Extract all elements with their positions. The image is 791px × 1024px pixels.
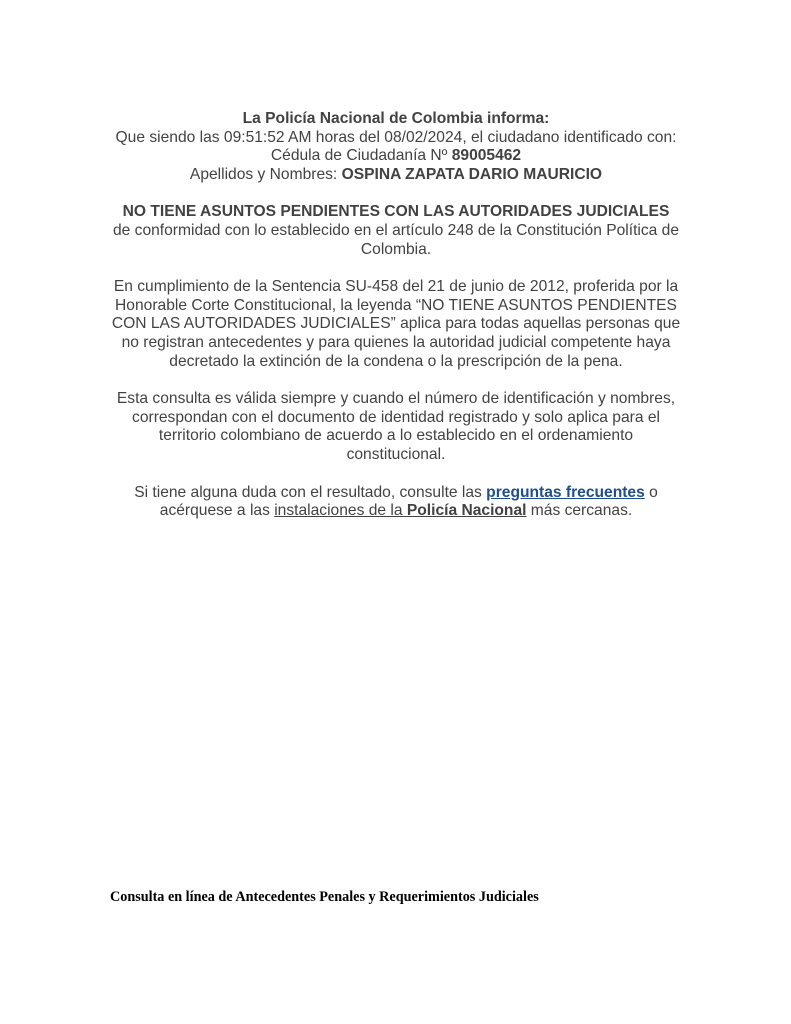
consult-intro-text: Que siendo las — [115, 128, 224, 146]
result-block — [108, 203, 684, 259]
consult-time: 09:51:52 AM — [223, 128, 312, 146]
faq-link[interactable]: preguntas frecuentes — [486, 483, 645, 501]
facilities-link[interactable]: instalaciones de la — [274, 502, 407, 520]
result-basis: de conformidad con lo establecido en el artículo 248 de la Constitución Política de Colombia. — [112, 221, 680, 258]
id-label: Cédula de Ciudadanía Nº — [270, 147, 452, 165]
certificate-title: La Policía Nacional de Colombia informa: — [242, 110, 550, 127]
help-text: Si tiene alguna duda con el resultado, consulte las — [134, 483, 487, 501]
result-status: NO TIENE ASUNTOS PENDIENTES CON LAS AUTORIDADES JUDICIALES — [122, 203, 670, 221]
help-text-3: más cercanas. — [526, 502, 633, 520]
consult-intro-text-2: horas del — [311, 128, 385, 146]
id-number: 89005462 — [451, 147, 522, 165]
header-block — [108, 110, 684, 184]
certificate-body — [108, 110, 684, 521]
validity-paragraph: Esta consulta es válida siempre y cuando el número de identificación y nombres, correspondan con el documento de identidad registrado y solo aplica para el territorio colombiano de acuerdo a lo establecido en el ordenamiento constitucional. — [116, 390, 676, 463]
footer-caption: Consulta en línea de Antecedentes Penales y Requerimientos Judiciales — [110, 889, 539, 905]
help-text-2: o acérquese a las — [159, 483, 658, 520]
name-label: Apellidos y Nombres: — [189, 165, 342, 183]
consult-date: 08/02/2024 — [384, 128, 463, 146]
citizen-name: OSPINA ZAPATA DARIO MAURICIO — [341, 165, 603, 183]
police-link[interactable]: Policía Nacional — [406, 502, 527, 520]
sentencia-paragraph: En cumplimiento de la Sentencia SU-458 del 21 de junio de 2012, proferida por la Honorable Corte Constitucional, la leyenda “NO TIENE ASUNTOS PENDIENTES CON LAS AUTORIDADES JUDICIALES” aplica para todas aquellas personas que no registran antecedentes y para quienes la autoridad judicial competente haya decretado la extinción de la condena o la prescripción de la pena. — [111, 278, 681, 370]
consult-intro-text-3: , el ciudadano identificado con: — [462, 128, 677, 146]
help-paragraph — [108, 484, 684, 521]
